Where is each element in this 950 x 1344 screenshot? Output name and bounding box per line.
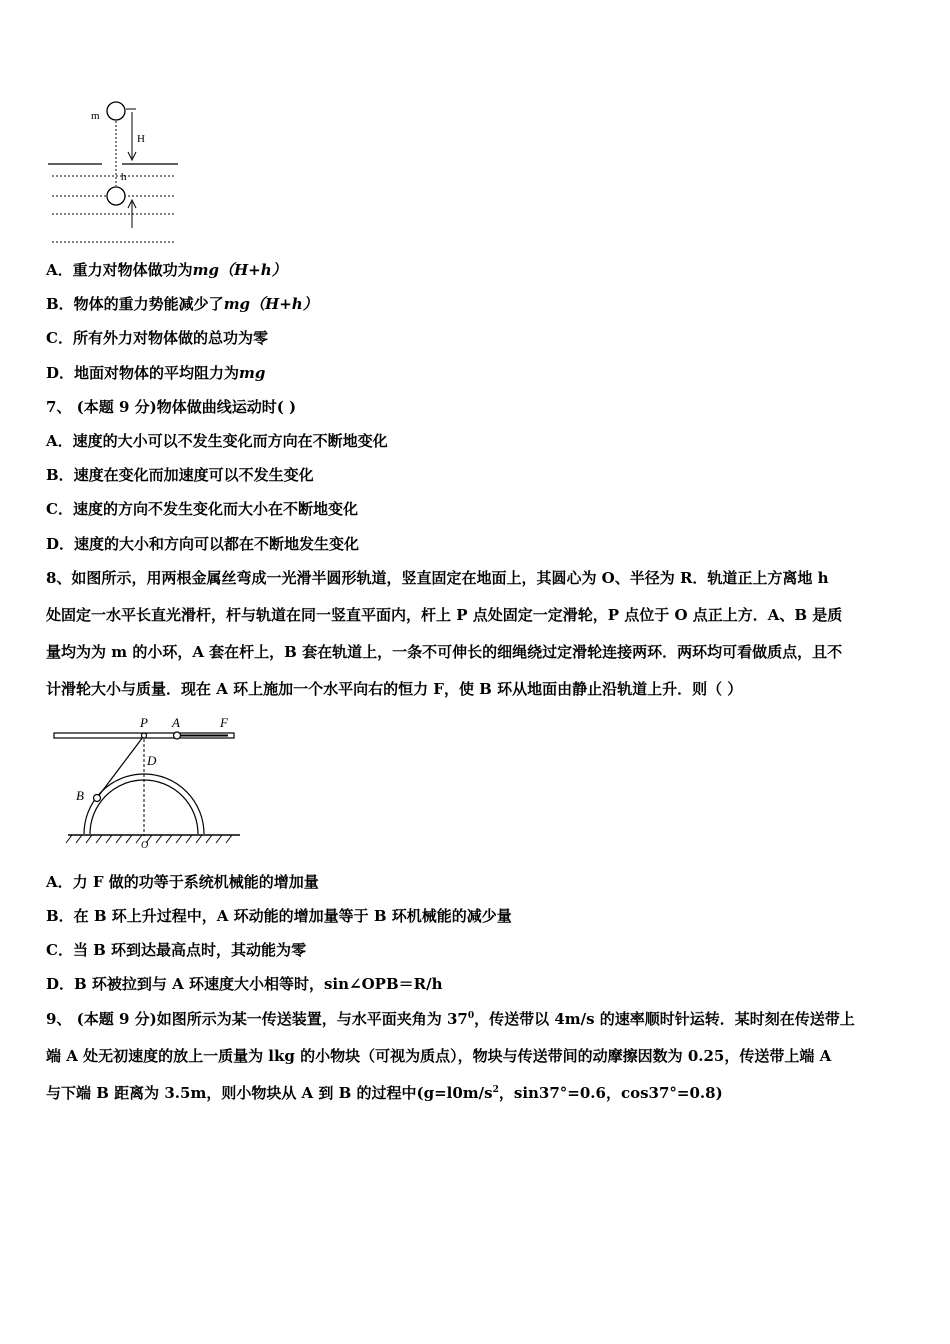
mass-label: m [91,110,100,122]
q8-stem-line-1: 8、如图所示，用两根金属丝弯成一光滑半圆形轨道，竖直固定在地面上，其圆心为 O、半径为 R．轨道正上方离地 h [46,569,829,587]
A-label: A [172,715,180,730]
ring-A [174,732,181,739]
ring-B [94,795,101,802]
D-label: D [147,753,157,768]
q6-option-c: C．所有外力对物体做的总功为零 [46,329,268,347]
h-label: h [121,171,127,183]
q8-option-c: C．当 B 环到达最高点时，其动能为零 [46,941,307,959]
ball-bottom [107,187,125,205]
q8-option-b: B．在 B 环上升过程中，A 环动能的增加量等于 B 环机械能的减少量 [46,907,512,925]
q9-stem-line-3: 与下端 B 距离为 3.5m，则小物块从 A 到 B 的过程中($g=l0m/s^2$，sin37°=0.6，cos37°=0.8) [46,1084,723,1102]
F-label: F [220,715,228,730]
q8-stem-line-3: 量均为为 m 的小环，A 套在杆上，B 套在轨道上，一条不可伸长的细绳绕过定滑轮连接两环．两环均可看做质点，且不 [46,643,843,661]
q7-stem: 7、 (本题 9 分)物体做曲线运动时( ) [46,398,297,416]
q7-option-a: A．速度的大小可以不发生变化而方向在不断地变化 [46,432,388,450]
P-label: P [140,715,148,730]
q8-option-d: D．B 环被拉到与 A 环速度大小相等时，sin∠OPB＝R/h [46,975,443,993]
q7-option-c: C．速度的方向不发生变化而大小在不断地变化 [46,500,358,518]
ball-top [107,102,125,120]
q7-option-d: D．速度的大小和方向可以都在不断地发生变化 [46,535,360,553]
q8-stem-line-2: 处固定一水平长直光滑杆，杆与轨道在同一竖直平面内，杆上 P 点处固定一定滑轮，P 点位于 O 点正上方．A、B 是质 [46,606,843,624]
q9-stem-line-1: 9、 (本题 9 分)如图所示为某一传送装置，与水平面夹角为 $37^0$，传送带以 4m/s 的速率顺时针运转．某时刻在传送带上 [46,1010,855,1028]
B-label: B [76,788,84,803]
figure-falling-ball [44,96,184,251]
H-label: H [137,133,145,145]
figure-semicircle-track [50,712,244,850]
q8-option-a: A．力 F 做的功等于系统机械能的增加量 [46,873,319,891]
O-label: O [141,840,149,850]
q8-stem-line-4: 计滑轮大小与质量．现在 A 环上施加一个水平向右的恒力 F，使 B 环从地面由静止沿轨道上升．则（ ） [46,680,743,698]
q6-option-a: A．重力对物体做功为mg（H+h） [46,261,287,279]
ground-hatching [66,835,232,843]
q9-stem-line-2: 端 A 处无初速度的放上一质量为 lkg 的小物块（可视为质点），物块与传送带间的动摩擦因数为 0.25，传送带上端 A [46,1047,832,1065]
q6-option-b: B．物体的重力势能减少了mg（H+h） [46,295,318,313]
q7-option-b: B．速度在变化而加速度可以不发生变化 [46,466,314,484]
q6-option-d: D．地面对物体的平均阻力为mg [46,364,266,382]
